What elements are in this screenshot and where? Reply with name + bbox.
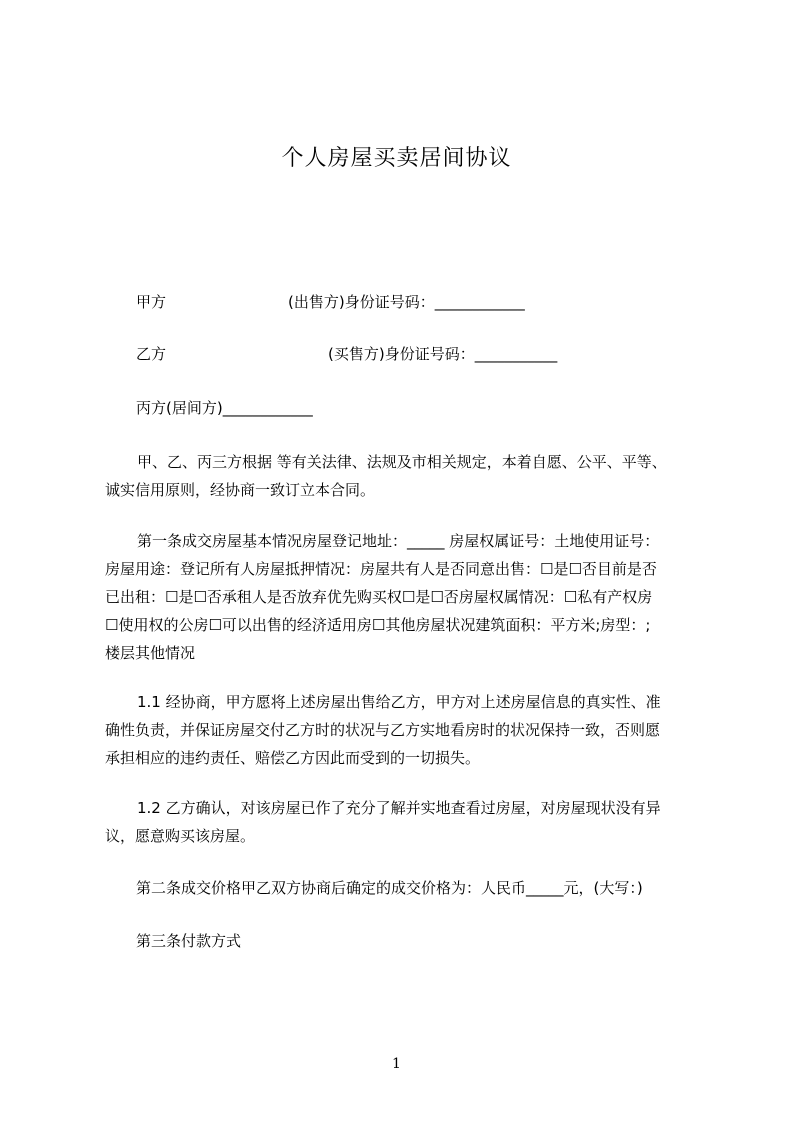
article-1-line-2: 房屋用途：登记所有人房屋抵押情况：房屋共有人是否同意出售：☐是☐否目前是否: [105, 560, 657, 578]
clause-1-2-paragraph: [105, 794, 705, 850]
article-1-paragraph: [105, 527, 705, 667]
article-1-line-1: 第一条成交房屋基本情况房屋登记地址：_____ 房屋权属证号：土地使用证号：: [137, 532, 660, 550]
party-a-line: [136, 292, 525, 312]
article-1-line-5: 楼层其他情况: [105, 644, 196, 662]
article-1-line-4: ☐使用权的公房☐可以出售的经济适用房☐其他房屋状况建筑面积：平方米;房型：;: [105, 616, 651, 634]
preamble-line-2: 诚实信用原则，经协商一致订立本合同。: [105, 481, 376, 499]
party-b-label: 乙方: [136, 345, 167, 363]
page-number: 1: [392, 1056, 401, 1072]
party-c-line: 丙方(居间方)____________: [136, 399, 313, 417]
party-a-text: (出售方)身份证号码：____________: [288, 293, 525, 311]
party-b-line: [136, 344, 557, 364]
clause-1-1-line-1: 1.1 经协商，甲方愿将上述房屋出售给乙方，甲方对上述房屋信息的真实性、准: [137, 693, 661, 711]
party-a-label: 甲方: [136, 293, 167, 311]
clause-1-2-line-2: 议，愿意购买该房屋。: [105, 827, 256, 845]
preamble-line-1: 甲、乙、丙三方根据 等有关法律、法规及市相关规定，本着自愿、公平、平等、: [137, 453, 667, 471]
article-3-line: 第三条付款方式: [136, 932, 242, 950]
article-1-line-3: 已出租：☐是☐否承租人是否放弃优先购买权☐是☐否房屋权属情况：☐私有产权房: [105, 588, 653, 606]
clause-1-2-line-1: 1.2 乙方确认，对该房屋已作了充分了解并实地查看过房屋，对房屋现状没有异: [137, 799, 661, 817]
document-title: 个人房屋买卖居间协议: [281, 146, 512, 171]
party-b-text: (买售方)身份证号码：___________: [328, 345, 558, 363]
article-2-line: 第二条成交价格甲乙双方协商后确定的成交价格为：人民币_____元，(大写：): [136, 879, 643, 897]
preamble-paragraph: [105, 448, 705, 504]
clause-1-1-line-2: 确性负责，并保证房屋交付乙方时的状况与乙方实地看房时的状况保持一致，否则愿: [105, 721, 661, 739]
clause-1-1-paragraph: [105, 688, 705, 772]
clause-1-1-line-3: 承担相应的违约责任、赔偿乙方因此而受到的一切损失。: [105, 749, 481, 767]
